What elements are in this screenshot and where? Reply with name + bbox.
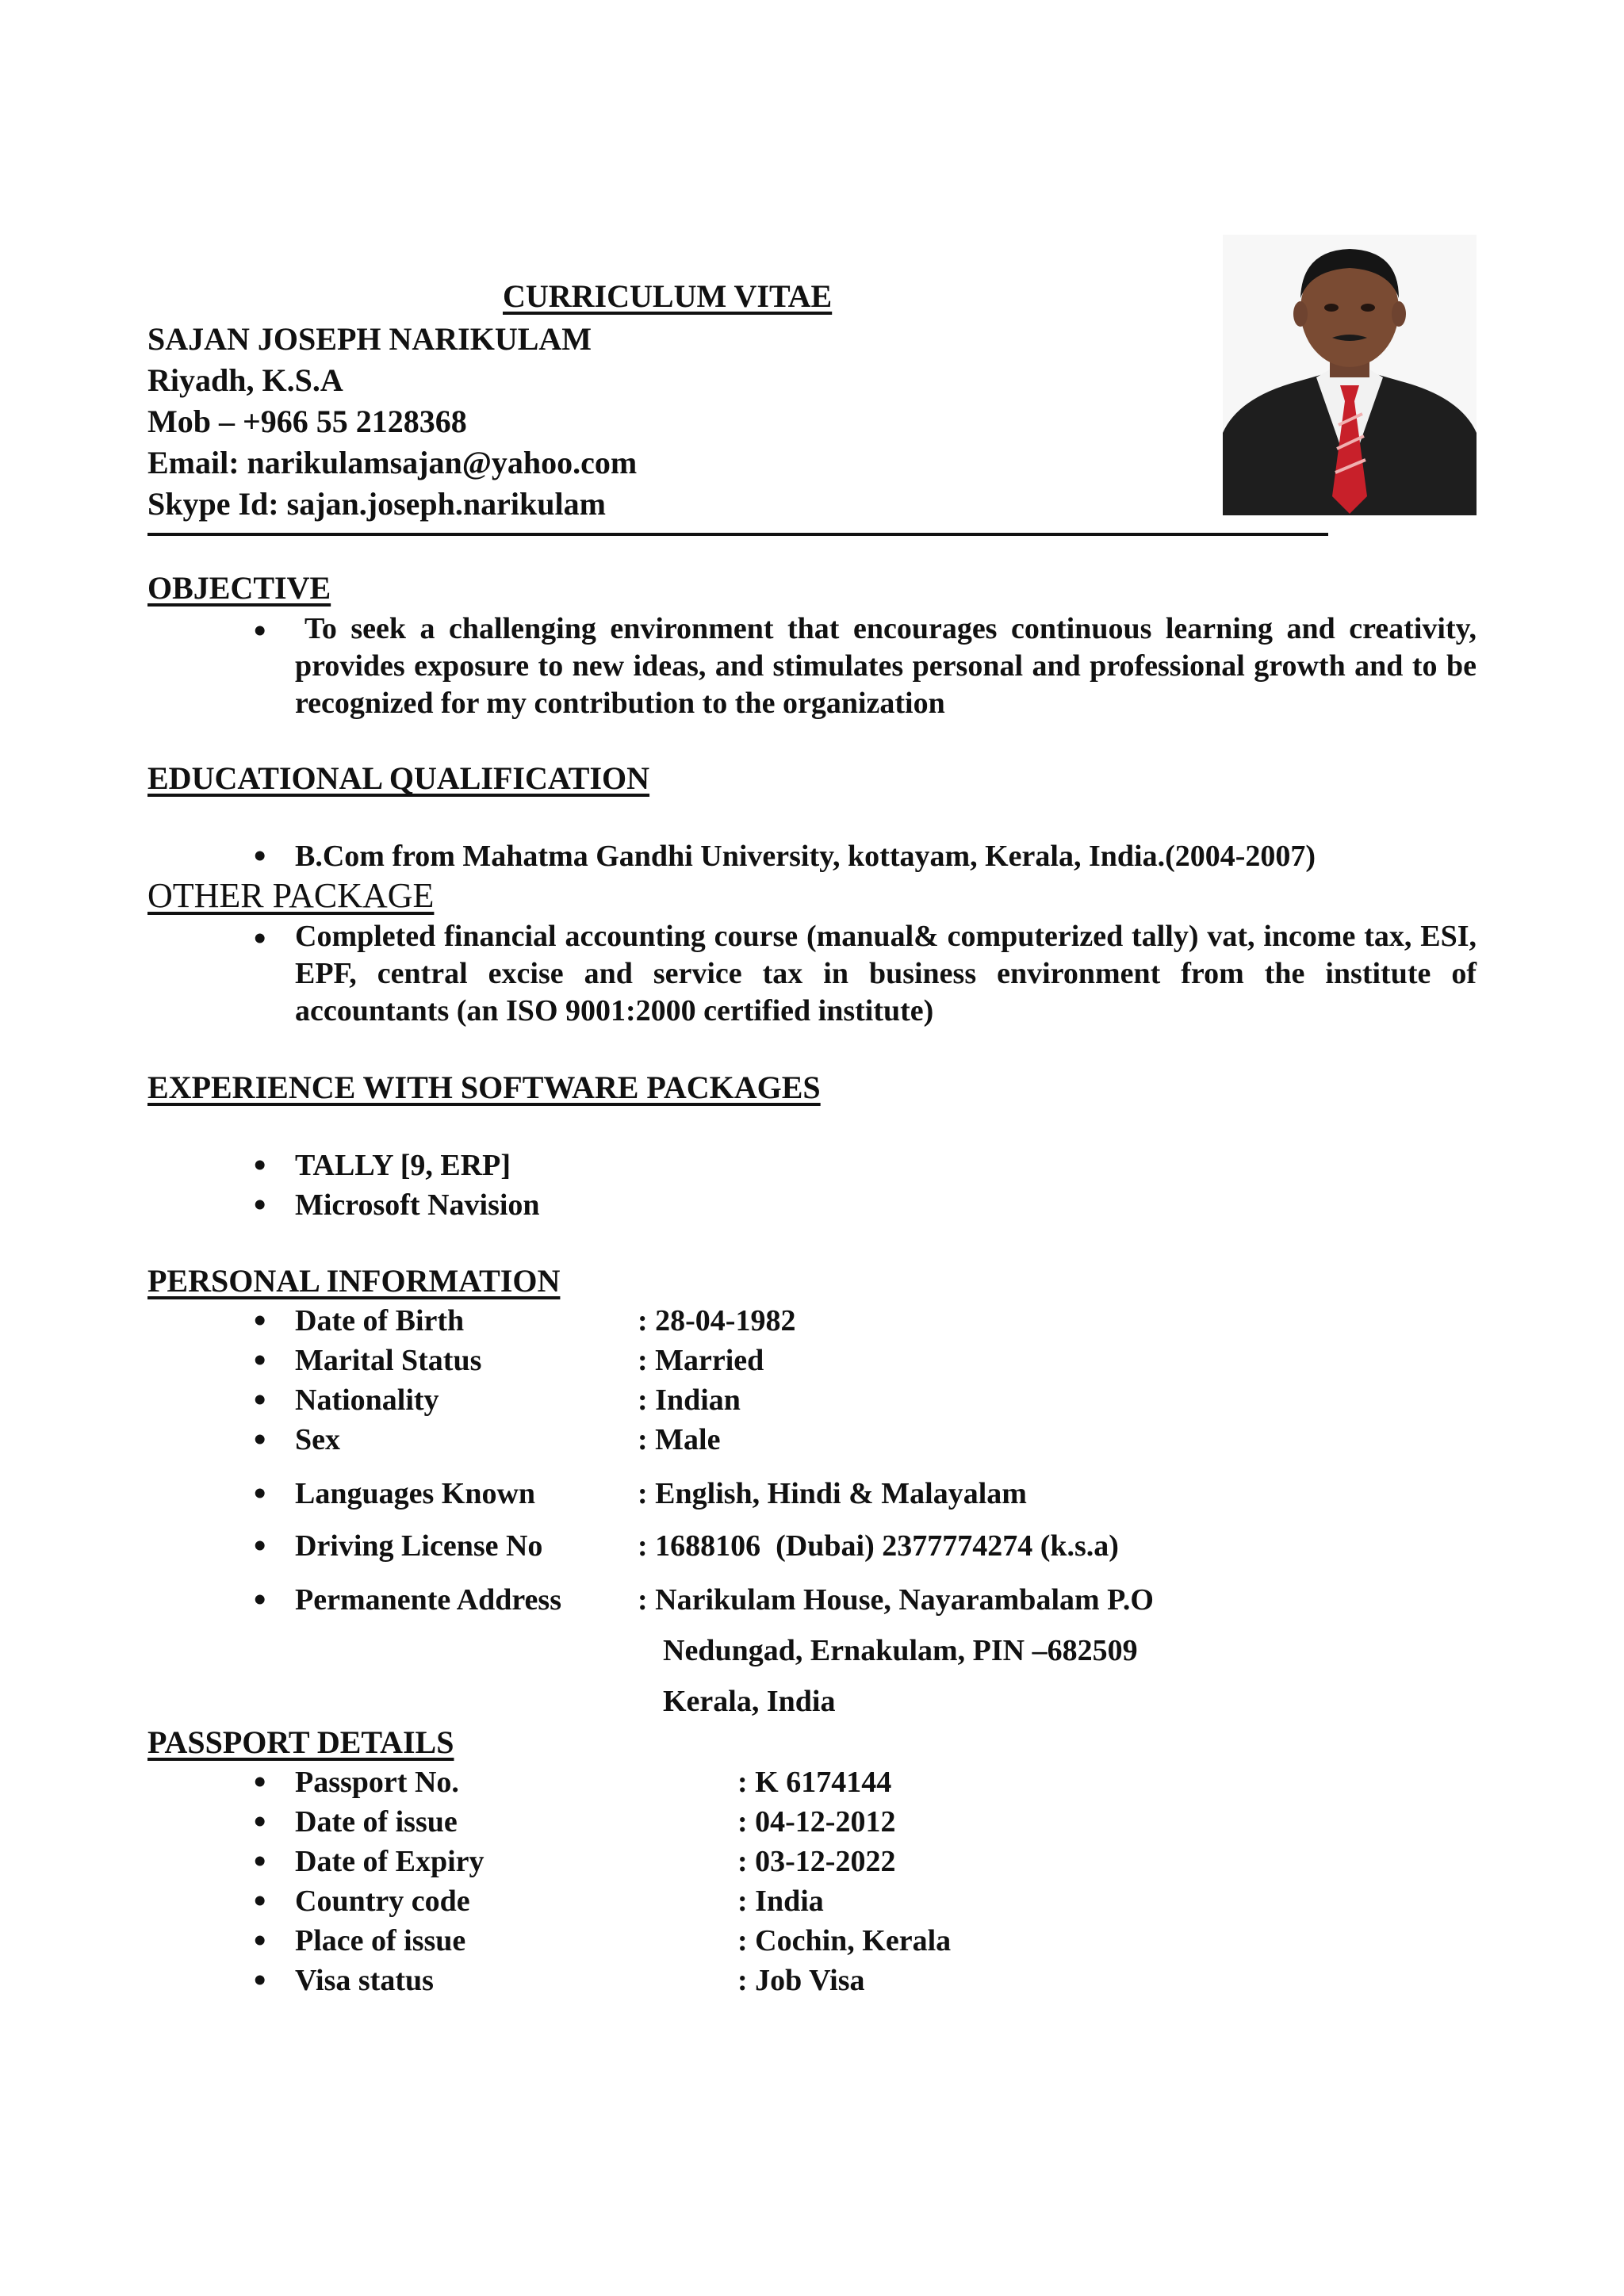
other-package-bullet: • [254, 919, 266, 958]
personal-value-nationality: : Indian [638, 1383, 741, 1417]
personal-label-license: Driving License No [295, 1529, 543, 1563]
contact-block [147, 319, 637, 525]
personal-value-languages: : English, Hindi & Malayalam [638, 1477, 1027, 1510]
personal-value-sex: : Male [638, 1423, 721, 1456]
address-line-2: Nedungad, Ernakulam, PIN –682509 [663, 1634, 1138, 1667]
skype-id: Skype Id: sajan.joseph.narikulam [147, 486, 606, 522]
personal-bullet: • [254, 1420, 266, 1459]
location: Riyadh, K.S.A [147, 362, 343, 398]
objective-heading: OBJECTIVE [147, 570, 331, 606]
passport-bullet: • [254, 1921, 266, 1960]
personal-label-languages: Languages Known [295, 1477, 536, 1510]
profile-photo [1223, 235, 1477, 515]
personal-info-heading: PERSONAL INFORMATION [147, 1263, 561, 1299]
software-item: TALLY [9, ERP] [295, 1149, 511, 1182]
personal-bullet: • [254, 1301, 266, 1340]
personal-bullet: • [254, 1380, 266, 1419]
passport-value-expiry: : 03-12-2022 [737, 1845, 896, 1878]
passport-value-place: : Cochin, Kerala [737, 1924, 952, 1957]
passport-value-issue: : 04-12-2012 [737, 1805, 896, 1839]
passport-label-country: Country code [295, 1885, 470, 1918]
other-package-text: Completed financial accounting course (manual& computerized tally) vat, income tax, ESI, EPF, central excise and service tax in business environment from the institute of accountants (an ISO 9001:2000 certified institute) [295, 920, 1477, 1027]
mobile-number: Mob – +966 55 2128368 [147, 404, 467, 439]
passport-bullet: • [254, 1961, 266, 1999]
personal-value-dob: : 28-04-1982 [638, 1304, 796, 1337]
objective-text: To seek a challenging environment that encourages continuous learning and creativity, provides exposure to new ideas, and stimulates personal and professional growth and to be recognized for my contribution to the organization [295, 612, 1477, 720]
document-title: CURRICULUM VITAE [503, 278, 833, 314]
software-bullet: • [254, 1146, 266, 1184]
passport-heading: PASSPORT DETAILS [147, 1724, 454, 1760]
address-line-3: Kerala, India [663, 1685, 836, 1718]
candidate-name: SAJAN JOSEPH NARIKULAM [147, 321, 592, 357]
personal-bullet: • [254, 1474, 266, 1513]
education-item: B.Com from Mahatma Gandhi University, kottayam, Kerala, India.(2004-2007) [295, 840, 1316, 873]
passport-label-place: Place of issue [295, 1924, 466, 1957]
passport-bullet: • [254, 1842, 266, 1881]
personal-bullet: • [254, 1526, 266, 1565]
personal-label-dob: Date of Birth [295, 1304, 465, 1337]
objective-bullet: • [254, 611, 266, 650]
software-heading: EXPERIENCE WITH SOFTWARE PACKAGES [147, 1070, 821, 1105]
passport-label-issue: Date of issue [295, 1805, 458, 1839]
personal-bullet: • [254, 1341, 266, 1380]
personal-label-address: Permanente Address [295, 1583, 561, 1617]
education-bullet: • [254, 836, 266, 875]
passport-label-expiry: Date of Expiry [295, 1845, 485, 1878]
passport-bullet: • [254, 1881, 266, 1920]
passport-label-number: Passport No. [295, 1766, 459, 1799]
other-package-heading: OTHER PACKAGE [147, 876, 435, 915]
header-divider [147, 533, 1328, 536]
passport-value-visa: : Job Visa [737, 1964, 865, 1997]
email-address: Email: narikulamsajan@yahoo.com [147, 445, 638, 480]
passport-label-visa: Visa status [295, 1964, 434, 1997]
personal-value-address: : Narikulam House, Nayarambalam P.O [638, 1583, 1154, 1617]
passport-value-country: : India [737, 1885, 824, 1918]
personal-value-license: : 1688106 (Dubai) 2377774274 (k.s.a) [638, 1529, 1119, 1563]
software-item: Microsoft Navision [295, 1188, 540, 1222]
personal-label-nationality: Nationality [295, 1383, 439, 1417]
passport-bullet: • [254, 1762, 266, 1801]
passport-bullet: • [254, 1802, 266, 1841]
personal-value-marital: : Married [638, 1344, 764, 1377]
education-heading: EDUCATIONAL QUALIFICATION [147, 760, 650, 796]
software-bullet: • [254, 1185, 266, 1224]
personal-bullet: • [254, 1580, 266, 1619]
passport-value-number: : K 6174144 [737, 1766, 892, 1799]
personal-label-marital: Marital Status [295, 1344, 482, 1377]
personal-label-sex: Sex [295, 1423, 340, 1456]
